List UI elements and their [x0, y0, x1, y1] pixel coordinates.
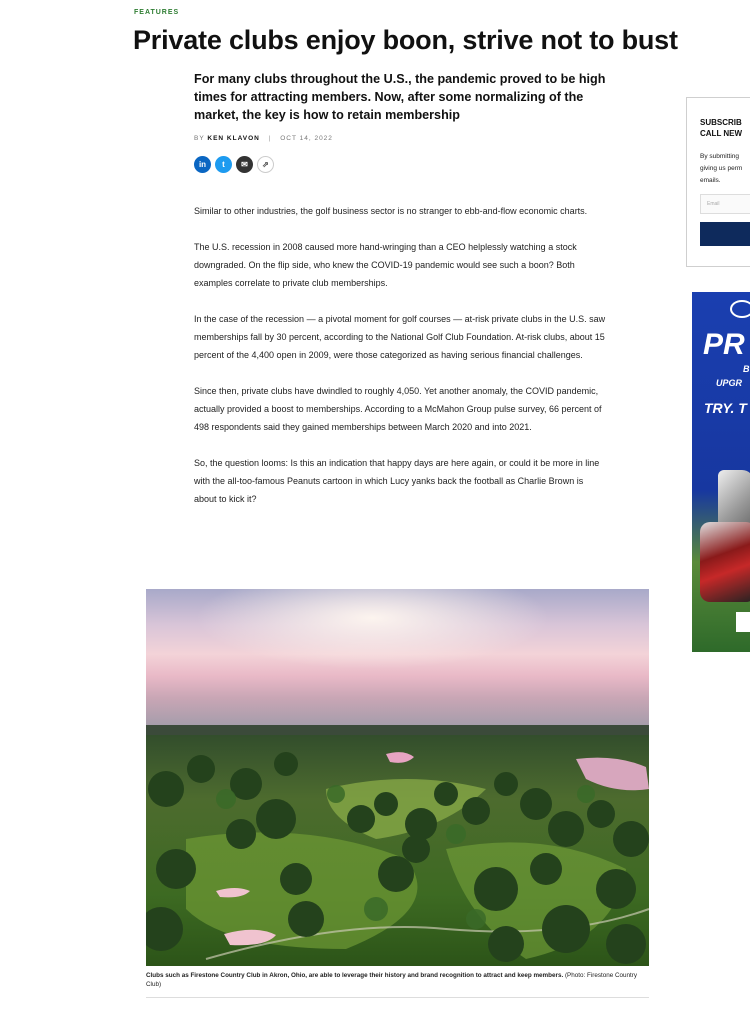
ad-logo-icon [730, 300, 750, 318]
golf-course-aerial-image [146, 589, 649, 966]
paragraph: So, the question looms: Is this an indication that happy days are here again, or could it be more in line with the all-too-famous Peanuts cartoon in which Lucy yanks back the football as Charlie Brown is about to kick it? [194, 458, 600, 504]
byline-by: BY [194, 135, 205, 142]
ad-tagline: TRY. T [704, 400, 747, 416]
rangefinder-icon [700, 522, 750, 602]
photo-caption [146, 971, 649, 989]
caption-divider [146, 997, 649, 998]
ad-headline: PR [703, 328, 745, 361]
byline-author[interactable]: KEN KLAVON [207, 135, 260, 142]
article-dek: For many clubs throughout the U.S., the pandemic proved to be high times for attracting members. Now, after some normalizing of the market, the key is how to retain membership [194, 72, 606, 122]
ad-subline: B [743, 364, 750, 374]
paragraph: In the case of the recession — a pivotal moment for golf courses — at-risk private clubs in the U.S. saw memberships fall by 30 percent, according to the National Golf Club Foundation. At-risk clubs, about 15 percent of the 4,400 open in 2009, were those categorized as having serious financial challenges. [194, 314, 606, 360]
newsletter-submit-button[interactable] [700, 222, 750, 246]
byline-date: OCT 14, 2022 [280, 135, 333, 142]
share-bar [194, 156, 274, 173]
newsletter-description [700, 151, 750, 187]
newsletter-title-line: CALL NEW [700, 129, 743, 138]
caption-text: Clubs such as Firestone Country Club in Akron, Ohio, are able to leverage their history and brand recognition to attract and keep members. [146, 972, 564, 979]
golf-club-icon [718, 470, 750, 530]
newsletter-title-line: SUBSCRIB [700, 118, 742, 127]
newsletter-desc-line: By submitting [700, 153, 740, 160]
email-icon[interactable]: ✉ [236, 156, 253, 173]
newsletter-desc-line: emails. [700, 177, 721, 184]
newsletter-title [700, 117, 750, 139]
linkedin-icon[interactable]: in [194, 156, 211, 173]
caption-credit: (Photo: Firestone Country Club) [146, 972, 638, 988]
ad-cta-button[interactable] [736, 612, 750, 632]
newsletter-email-input[interactable]: Email [700, 194, 750, 214]
newsletter-desc-line: giving us perm [700, 165, 743, 172]
article-photo [146, 589, 649, 966]
twitter-icon[interactable]: t [215, 156, 232, 173]
byline-separator: | [268, 135, 272, 142]
article-headline: Private clubs enjoy boon, strive not to bust [133, 25, 678, 55]
paragraph: Since then, private clubs have dwindled to roughly 4,050. Yet another anomaly, the COVID pandemic, actually provided a boost to memberships. According to a McMahon Group pulse survey, 66 percent of 498 respondents said they gained memberships between March 2020 and into 2021. [194, 386, 602, 432]
ad-subline: UPGR [716, 378, 743, 388]
paragraph: The U.S. recession in 2008 caused more hand-wringing than a CEO helplessly watching a stock downgraded. On the flip side, who knew the COVID-19 pandemic would see such a boon? Both examples correlate to private club memberships. [194, 242, 577, 288]
article-category[interactable]: FEATURES [134, 9, 180, 16]
sidebar-advertisement[interactable] [692, 292, 750, 652]
article-body [194, 202, 606, 526]
byline [194, 135, 333, 142]
share-icon[interactable]: ⇗ [257, 156, 274, 173]
newsletter-signup [686, 97, 750, 267]
paragraph: Similar to other industries, the golf business sector is no stranger to ebb-and-flow economic charts. [194, 206, 588, 216]
